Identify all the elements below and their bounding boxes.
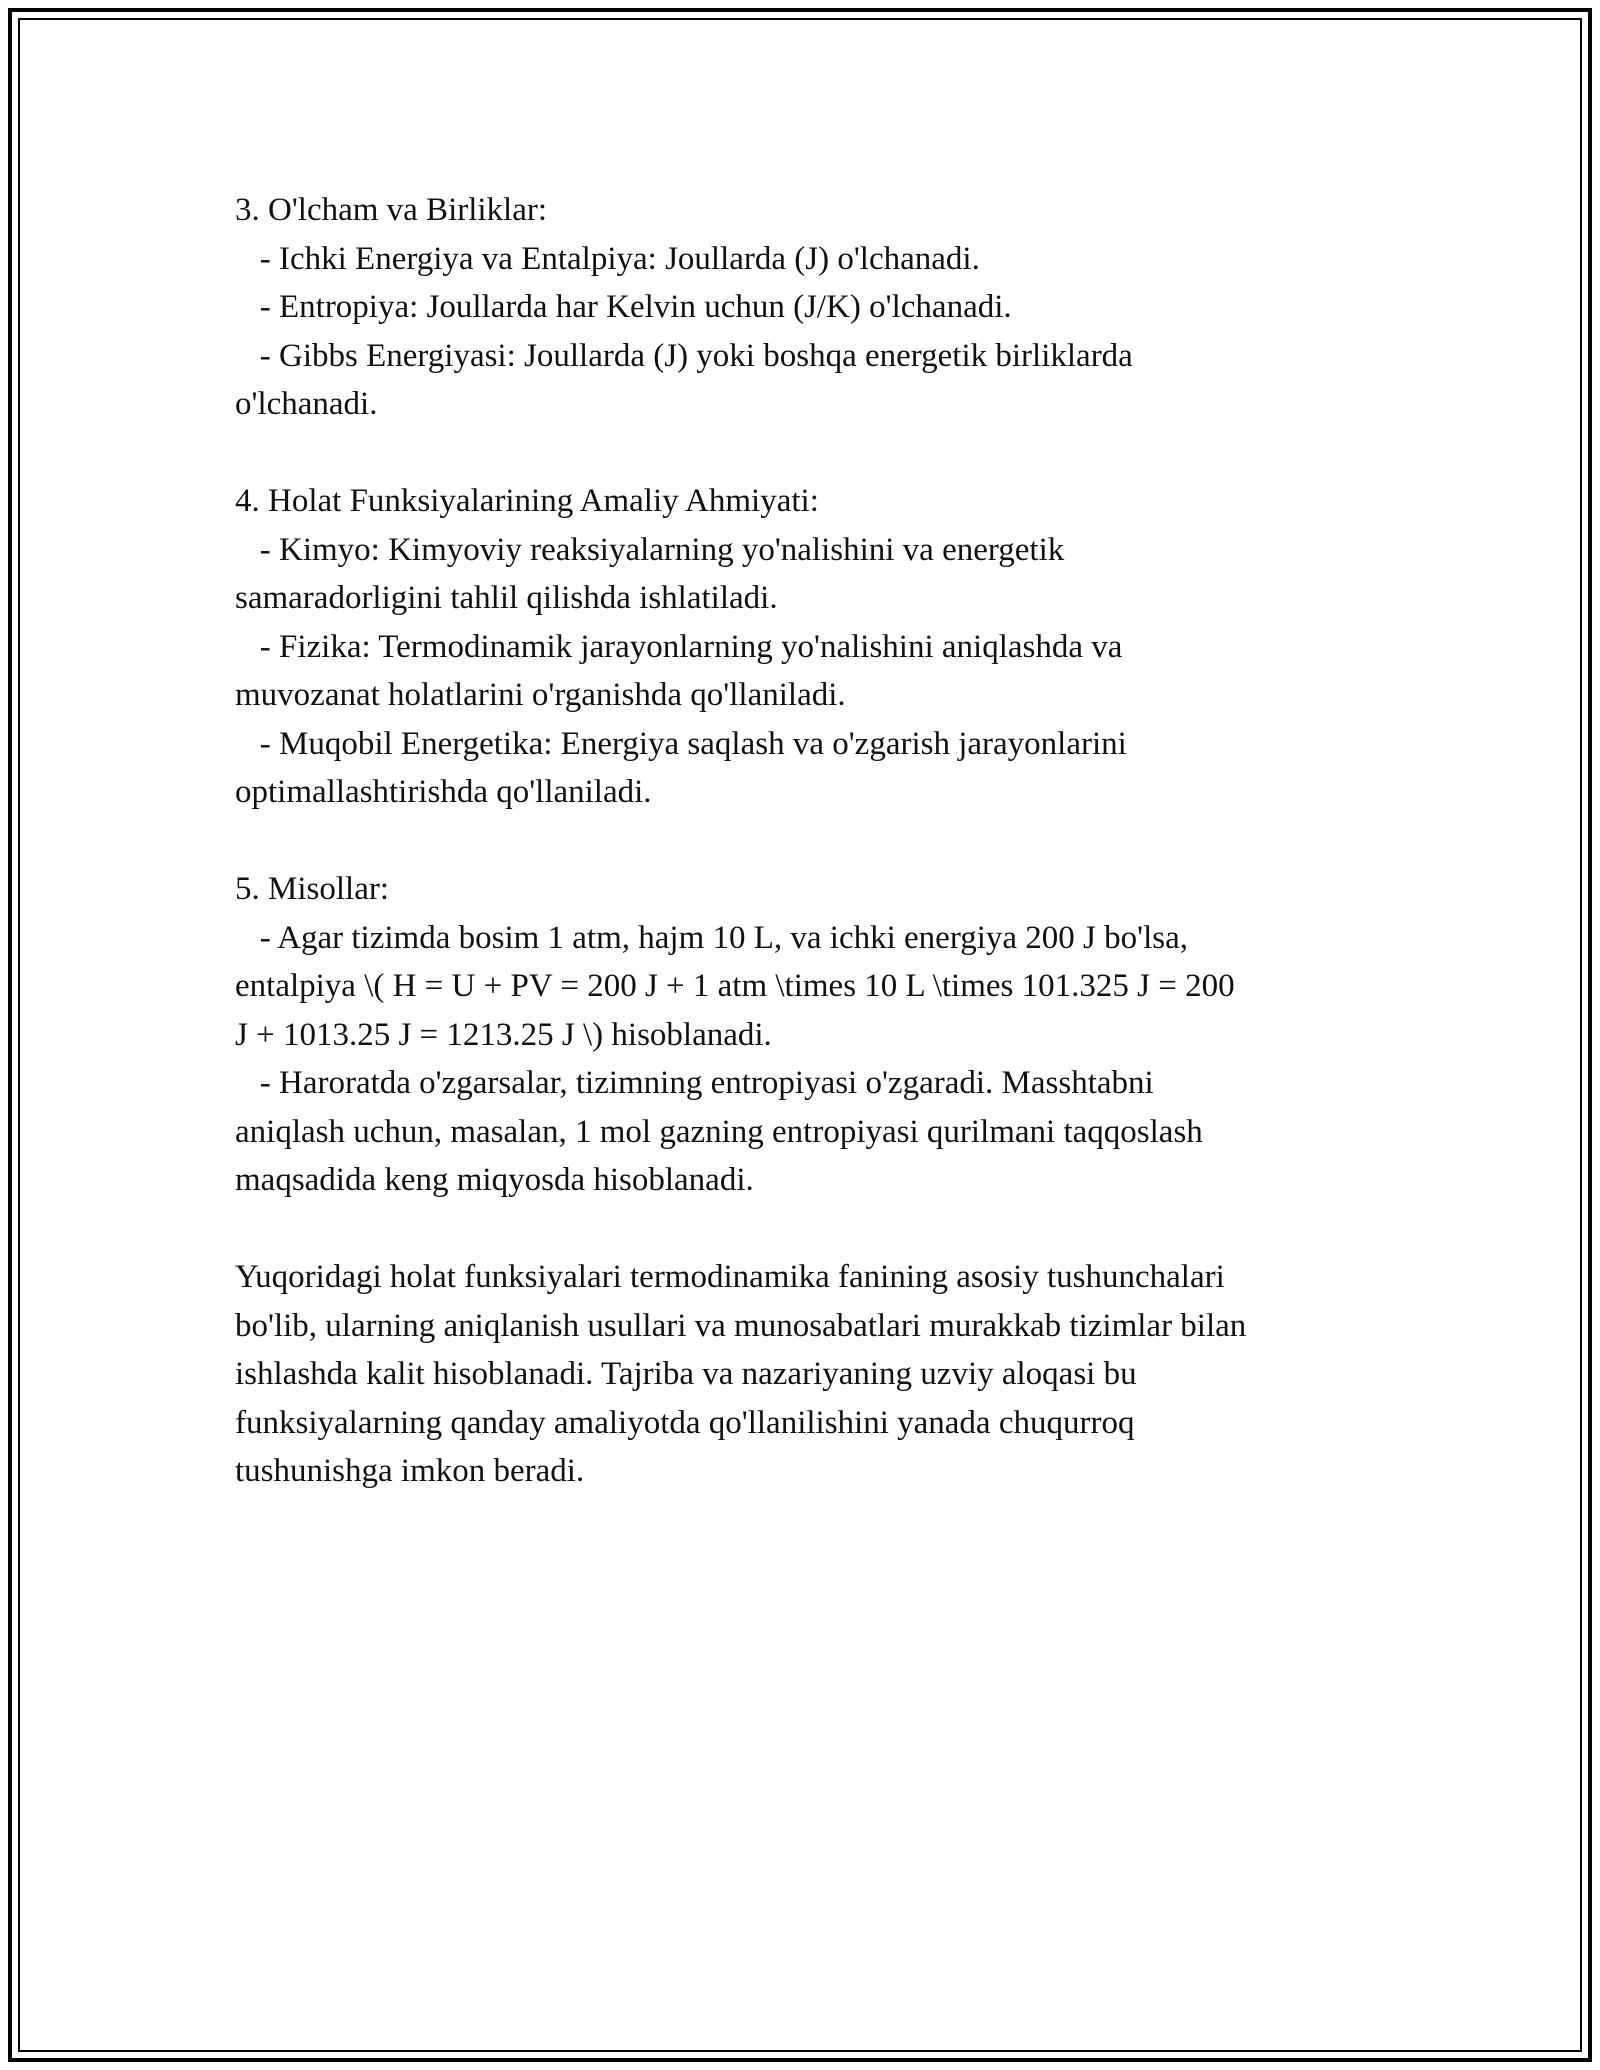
list-item-continuation: optimallashtirishda qo'llaniladi. (235, 774, 652, 810)
section-practical-importance (235, 477, 1365, 817)
list-item: - Muqobil Energetika: Energiya saqlash va o'zgarish jarayonlarini (235, 725, 1127, 762)
list-item-continuation: o'lchanadi. (235, 386, 378, 422)
section-heading: 4. Holat Funksiyalarining Amaliy Ahmiyati: (235, 483, 819, 519)
paragraph-line: bo'lib, ularning aniqlanish usullari va munosabatlari murakkab tizimlar bilan (235, 1307, 1247, 1344)
list-item-continuation: J + 1013.25 J = 1213.25 J \) hisoblanadi. (235, 1016, 772, 1053)
paragraph-line: tushunishga imkon beradi. (235, 1453, 585, 1489)
document-body (235, 186, 1365, 1496)
list-item: - Gibbs Energiyasi: Joullarda (J) yoki boshqa energetik birliklarda (235, 337, 1133, 374)
list-item-continuation: maqsadida keng miqyosda hisoblanadi. (235, 1162, 754, 1198)
paragraph-line: ishlashda kalit hisoblanadi. Tajriba va nazariyaning uzviy aloqasi bu (235, 1356, 1137, 1392)
list-item: - Kimyo: Kimyoviy reaksiyalarning yo'nalishini va energetik (235, 531, 1065, 568)
list-item-continuation: muvozanat holatlarini o'rganishda qo'llaniladi. (235, 677, 846, 713)
list-item: - Entropiya: Joullarda har Kelvin uchun (J/K) o'lchanadi. (235, 289, 1012, 325)
paragraph-gap (235, 817, 1365, 866)
list-item: - Agar tizimda bosim 1 atm, hajm 10 L, va ichki energiya 200 J bo'lsa, (235, 919, 1188, 956)
paragraph-line: Yuqoridagi holat funksiyalari termodinamika fanining asosiy tushunchalari (235, 1259, 1225, 1295)
section-units (235, 186, 1365, 429)
list-item: - Fizika: Termodinamik jarayonlarning yo'nalishini aniqlashda va (235, 628, 1123, 665)
list-item: - Haroratda o'zgarsalar, tizimning entropiyasi o'zgaradi. Masshtabni (235, 1065, 1154, 1101)
paragraph-line: funksiyalarning qanday amaliyotda qo'llanilishini yanada chuqurroq (235, 1404, 1135, 1441)
list-item: - Ichki Energiya va Entalpiya: Joullarda (J) o'lchanadi. (235, 240, 980, 277)
conclusion-paragraph (235, 1253, 1365, 1496)
paragraph-gap (235, 1205, 1365, 1254)
section-heading: 5. Misollar: (235, 871, 389, 907)
list-item-continuation: entalpiya \( H = U + PV = 200 J + 1 atm \times 10 L \times 101.325 J = 200 (235, 968, 1235, 1004)
list-item-continuation: samaradorligini tahlil qilishda ishlatiladi. (235, 580, 778, 616)
list-item-continuation: aniqlash uchun, masalan, 1 mol gazning entropiyasi qurilmani taqqoslash (235, 1113, 1203, 1150)
section-heading: 3. O'lcham va Birliklar: (235, 192, 548, 228)
section-examples (235, 865, 1365, 1205)
paragraph-gap (235, 429, 1365, 478)
